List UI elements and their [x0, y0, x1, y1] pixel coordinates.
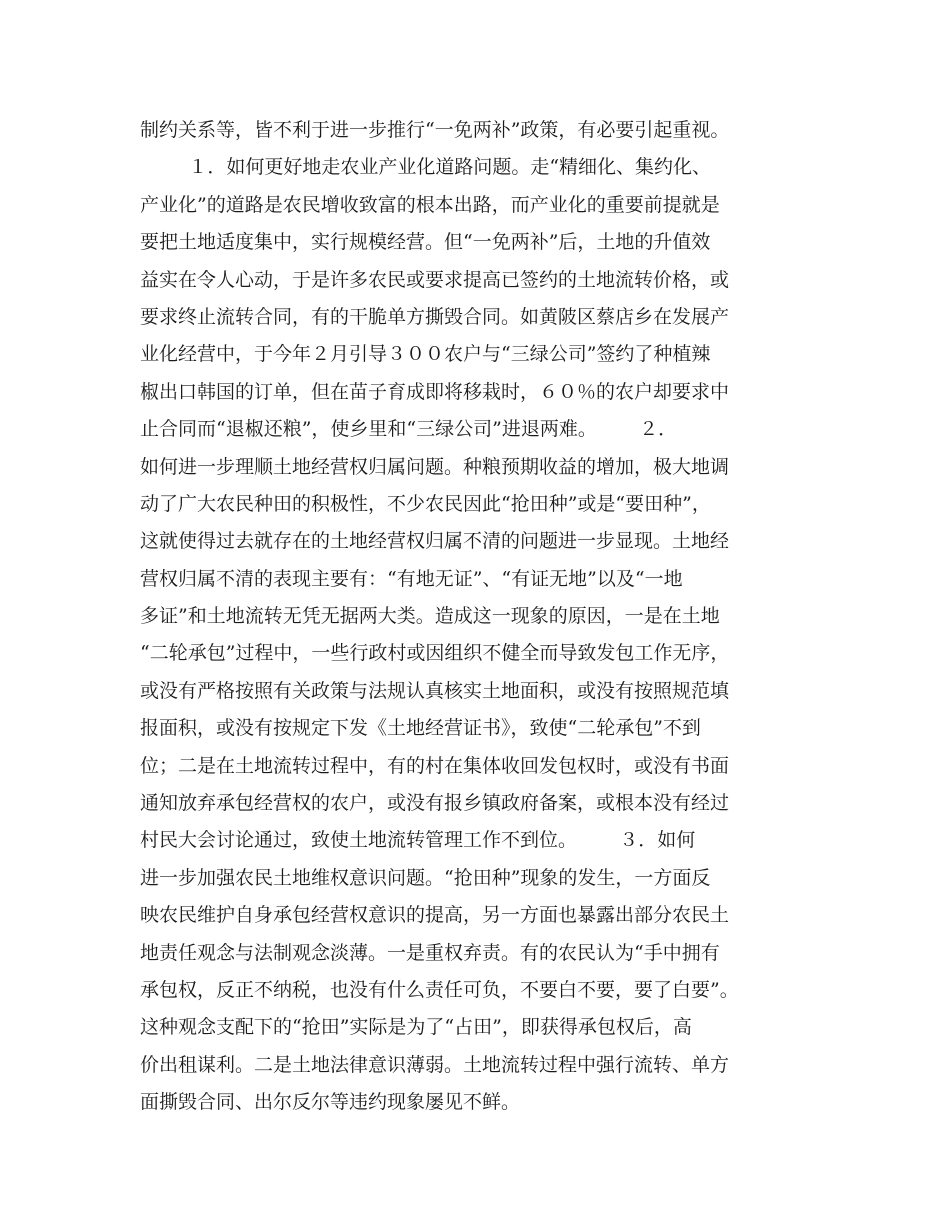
text-line: 制约关系等，皆不利于进一步推行“一免两补”政策，有必要引起重视。 — [140, 119, 730, 141]
text-line: 这就使得过去就存在的土地经营权归属不清的问题进一步显现。土地经 — [140, 530, 730, 553]
text-line: 如何进一步理顺土地经营权归属问题。种粮预期收益的增加，极大地调 — [140, 455, 730, 478]
text-line: 或没有严格按照有关政策与法规认真核实土地面积，或没有按照规范填 — [140, 679, 730, 702]
text-line: 报面积，或没有按规定下发《土地经营证书》，致使“二轮承包”不到 — [140, 717, 701, 740]
text-line: “二轮承包”过程中，一些行政村或因组织不健全而导致发包工作无序， — [140, 642, 730, 665]
text-line: 动了广大农民种田的积极性，不少农民因此“抢田种”或是“要田种”， — [140, 492, 711, 515]
text-line: 地责任观念与法制观念淡薄。一是重权弃责。有的农民认为“手中拥有 — [140, 941, 720, 964]
text-line: 映农民维护自身承包经营权意识的提高，另一方面也暴露出部分农民土 — [140, 904, 730, 927]
text-line: 益实在令人心动，于是许多农民或要求提高已签约的土地流转价格，或 — [140, 268, 730, 291]
text-line: 营权归属不清的表现主要有：“有地无证”、“有证无地”以及“一地 — [140, 567, 683, 590]
text-line: 这种观念支配下的“抢田”实际是为了“占田”，即获得承包权后，高 — [140, 1016, 692, 1039]
text-line: 要把土地适度集中，实行规模经营。但“一免两补”后，土地的升值效 — [140, 231, 711, 254]
text-line: 位；二是在土地流转过程中，有的村在集体收回发包权时，或没有书面 — [140, 754, 730, 777]
text-line: 村民大会讨论通过，致使土地流转管理工作不到位。 ３．如何 — [140, 829, 696, 852]
text-line: 通知放弃承包经营权的农户，或没有报乡镇政府备案，或根本没有经过 — [140, 792, 730, 815]
text-line: 价出租谋利。二是土地法律意识薄弱。土地流转过程中强行流转、单方 — [140, 1053, 730, 1076]
text-line: 止合同而“退椒还粮”，使乡里和“三绿公司”进退两难。 ２． — [140, 418, 678, 441]
text-line: １．如何更好地走农业产业化道路问题。走“精细化、集约化、 — [140, 156, 712, 179]
text-line: 进一步加强农民土地维权意识问题。“抢田种”现象的发生，一方面反 — [140, 866, 711, 889]
text-line: 椒出口韩国的订单，但在苗子育成即将移栽时，６０％的农户却要求中 — [140, 380, 730, 403]
text-line: 业化经营中，于今年２月引导３００农户与“三绿公司”签约了种植辣 — [140, 343, 711, 366]
text-line: 要求终止流转合同，有的干脆单方撕毁合同。如黄陂区蔡店乡在发展产 — [140, 305, 730, 328]
body-text — [140, 112, 820, 1122]
text-line: 面撕毁合同、出尔反尔等违约现象屡见不鲜。 — [140, 1091, 521, 1114]
text-line: 承包权，反正不纳税，也没有什么责任可负，不要白不要，要了白要”。 — [140, 978, 739, 1001]
text-line: 多证”和土地流转无凭无据两大类。造成这一现象的原因，一是在土地 — [140, 605, 720, 628]
text-line: 产业化”的道路是农民增收致富的根本出路，而产业化的重要前提就是 — [140, 193, 720, 216]
